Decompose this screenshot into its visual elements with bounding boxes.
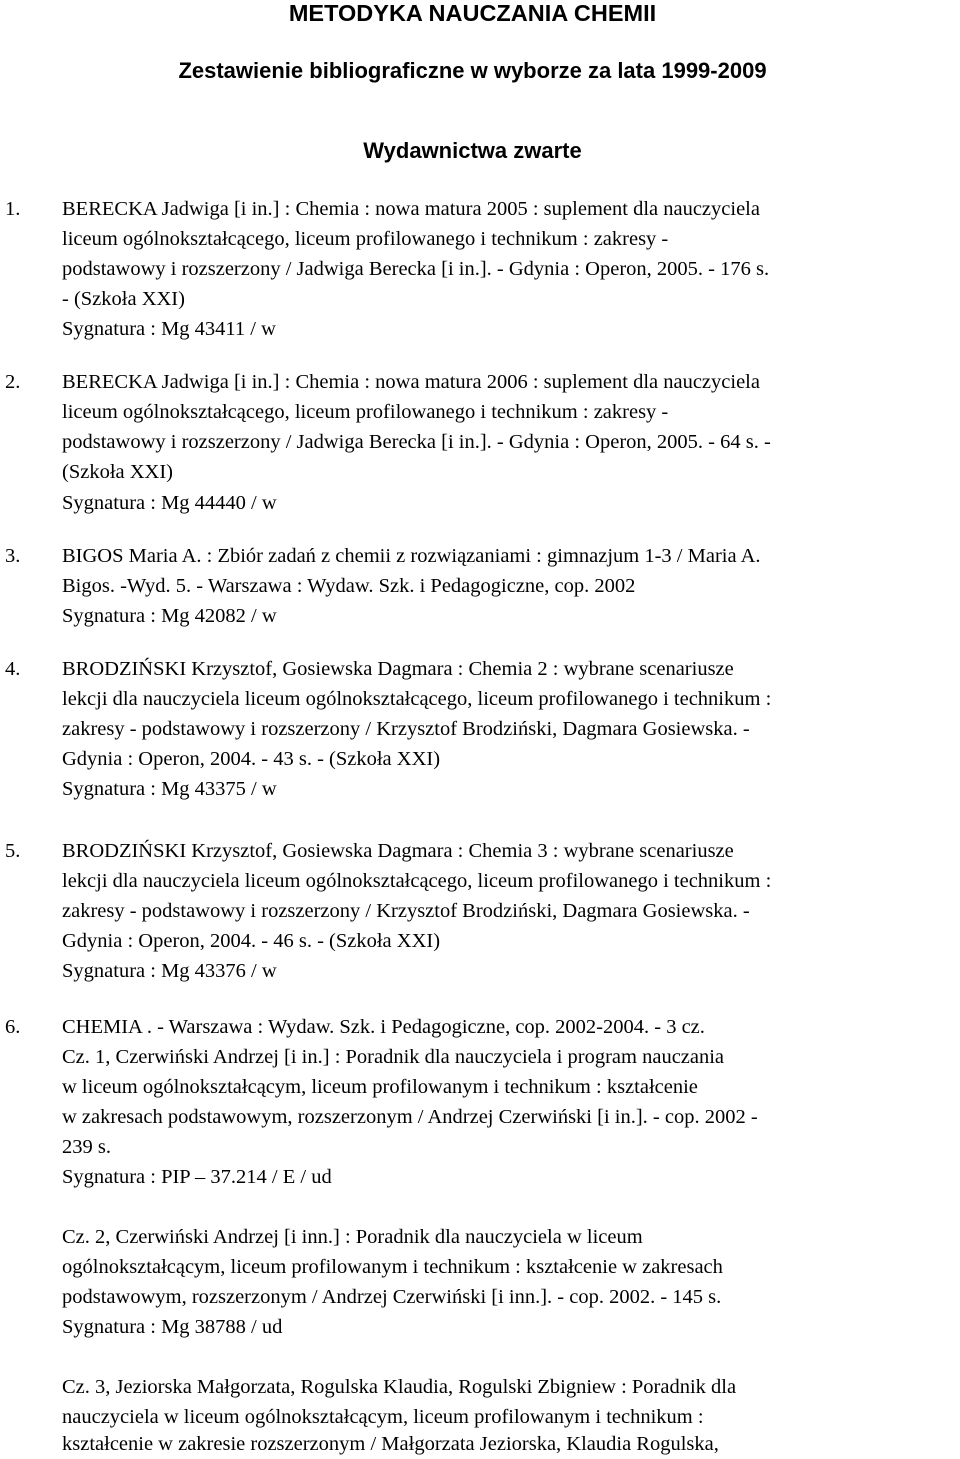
entry-line: liceum ogólnokształcącego, liceum profilowanego i technikum : zakresy - xyxy=(62,401,669,423)
entry-line: BRODZIŃSKI Krzysztof, Gosiewska Dagmara : Chemia 3 : wybrane scenariusze xyxy=(62,840,734,862)
entry-number: 2. xyxy=(5,371,21,393)
entry-line: CHEMIA . - Warszawa : Wydaw. Szk. i Pedagogiczne, cop. 2002-2004. - 3 cz. xyxy=(62,1016,705,1038)
entry-line: - (Szkoła XXI) xyxy=(62,288,185,310)
entry-line: Gdynia : Operon, 2004. - 43 s. - (Szkoła XXI) xyxy=(62,748,441,770)
entry-line: BIGOS Maria A. : Zbiór zadań z chemii z rozwiązaniami : gimnazjum 1-3 / Maria A. xyxy=(62,545,761,567)
entry-line: Cz. 1, Czerwiński Andrzej [i in.] : Poradnik dla nauczyciela i program nauczania xyxy=(62,1046,725,1068)
call-number: Sygnatura : Mg 43411 / w xyxy=(62,318,276,340)
call-number: Sygnatura : Mg 44440 / w xyxy=(62,492,277,514)
call-number: Sygnatura : Mg 38788 / ud xyxy=(62,1316,283,1338)
entry-line: BERECKA Jadwiga [i in.] : Chemia : nowa matura 2005 : suplement dla nauczyciela xyxy=(62,198,760,220)
entry-line: Cz. 3, Jeziorska Małgorzata, Rogulska Klaudia, Rogulski Zbigniew : Poradnik dla xyxy=(62,1376,737,1398)
section-heading: Wydawnictwa zwarte xyxy=(363,138,582,163)
entry-line: BRODZIŃSKI Krzysztof, Gosiewska Dagmara : Chemia 2 : wybrane scenariusze xyxy=(62,658,734,680)
entry-line: kształcenie w zakresie rozszerzonym / Małgorzata Jeziorska, Klaudia Rogulska, xyxy=(62,1433,719,1455)
entry-line: lekcji dla nauczyciela liceum ogólnokształcącego, liceum profilowanego i technikum : xyxy=(62,688,772,710)
entry-line: podstawowym, rozszerzonym / Andrzej Czerwiński [i inn.]. - cop. 2002. - 145 s. xyxy=(62,1286,722,1308)
call-number: Sygnatura : PIP – 37.214 / E / ud xyxy=(62,1166,332,1188)
entry-number: 6. xyxy=(5,1016,21,1038)
entry-line: zakresy - podstawowy i rozszerzony / Krzysztof Brodziński, Dagmara Gosiewska. - xyxy=(62,718,750,740)
entry-line: zakresy - podstawowy i rozszerzony / Krzysztof Brodziński, Dagmara Gosiewska. - xyxy=(62,900,750,922)
entry-line: Cz. 2, Czerwiński Andrzej [i inn.] : Poradnik dla nauczyciela w liceum xyxy=(62,1226,643,1248)
entry-line: liceum ogólnokształcącego, liceum profilowanego i technikum : zakresy - xyxy=(62,228,669,250)
entry-line: lekcji dla nauczyciela liceum ogólnokształcącego, liceum profilowanego i technikum : xyxy=(62,870,772,892)
call-number: Sygnatura : Mg 43376 / w xyxy=(62,960,277,982)
entry-line: Bigos. -Wyd. 5. - Warszawa : Wydaw. Szk. i Pedagogiczne, cop. 2002 xyxy=(62,575,636,597)
entry-line: podstawowy i rozszerzony / Jadwiga Berecka [i in.]. - Gdynia : Operon, 2005. - 176 s. xyxy=(62,258,770,280)
entry-line: ogólnokształcącym, liceum profilowanym i technikum : kształcenie w zakresach xyxy=(62,1256,723,1278)
entry-line: podstawowy i rozszerzony / Jadwiga Berecka [i in.]. - Gdynia : Operon, 2005. - 64 s. - xyxy=(62,431,771,453)
document-title: METODYKA NAUCZANIA CHEMII xyxy=(288,0,657,26)
entry-line: nauczyciela w liceum ogólnokształcącym, liceum profilowanym i technikum : xyxy=(62,1406,704,1428)
call-number: Sygnatura : Mg 42082 / w xyxy=(62,605,277,627)
entry-line: w zakresach podstawowym, rozszerzonym / Andrzej Czerwiński [i in.]. - cop. 2002 - xyxy=(62,1106,758,1128)
entry-number: 4. xyxy=(5,658,21,680)
document-subtitle: Zestawienie bibliograficzne w wyborze za lata 1999-2009 xyxy=(178,58,767,83)
entry-line: (Szkoła XXI) xyxy=(62,461,174,483)
entry-number: 3. xyxy=(5,545,21,567)
call-number: Sygnatura : Mg 43375 / w xyxy=(62,778,277,800)
entry-number: 5. xyxy=(5,840,21,862)
entry-number: 1. xyxy=(5,198,21,220)
entry-line: w liceum ogólnokształcącym, liceum profilowanym i technikum : kształcenie xyxy=(62,1076,698,1098)
entry-line: BERECKA Jadwiga [i in.] : Chemia : nowa matura 2006 : suplement dla nauczyciela xyxy=(62,371,760,393)
entry-line: 239 s. xyxy=(62,1136,111,1158)
entry-line: Gdynia : Operon, 2004. - 46 s. - (Szkoła XXI) xyxy=(62,930,441,952)
